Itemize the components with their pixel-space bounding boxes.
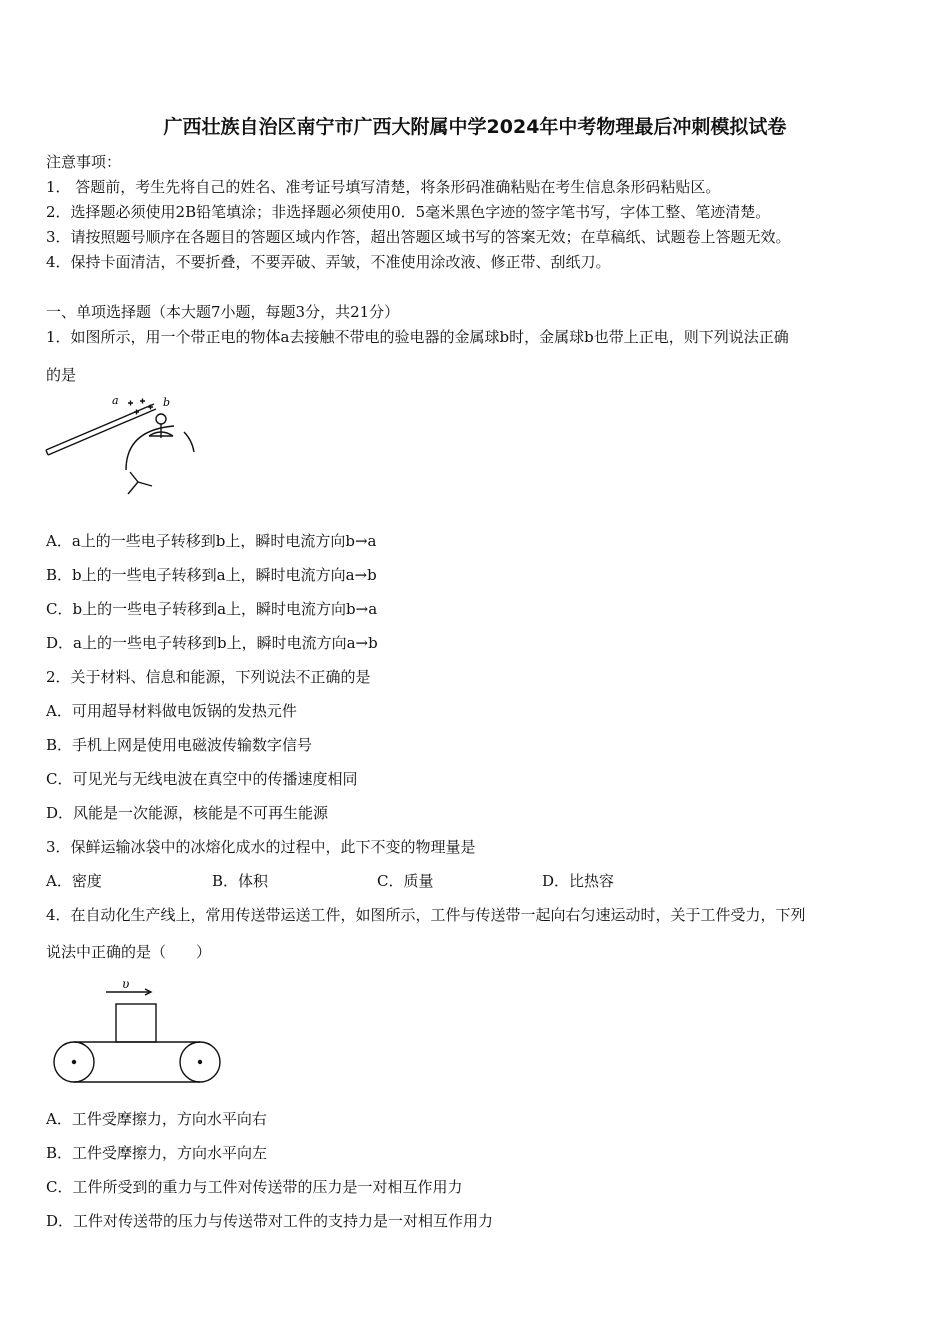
q1-stem-line2: 的是 bbox=[46, 366, 77, 384]
q4-option-a: A．工件受摩擦力，方向水平向右 bbox=[46, 1110, 267, 1128]
section-heading: 一、单项选择题（本大题7小题，每题3分，共21分） bbox=[46, 303, 400, 321]
q4-option-b: B．工件受摩擦力，方向水平向左 bbox=[46, 1144, 268, 1162]
q4-label-v: υ bbox=[122, 977, 130, 991]
q4-option-c: C．工件所受到的重力与工件对传送带的压力是一对相互作用力 bbox=[46, 1178, 463, 1196]
q3-stem: 3．保鲜运输冰袋中的冰熔化成水的过程中，此下不变的物理量是 bbox=[46, 838, 476, 856]
q3-options-row bbox=[46, 870, 746, 890]
q1-option-c: C．b上的一些电子转移到a上，瞬时电流方向b→a bbox=[46, 600, 378, 618]
notice-item: 1． 答题前，考生先将自己的姓名、准考证号填写清楚，将条形码准确粘贴在考生信息条形码粘贴区。 bbox=[46, 178, 721, 196]
notice-heading: 注意事项： bbox=[46, 153, 122, 171]
q1-option-a: A．a上的一些电子转移到b上，瞬时电流方向b→a bbox=[46, 532, 377, 550]
notice-item: 4．保持卡面清洁，不要折叠，不要弄破、弄皱，不准使用涂改液、修正带、刮纸刀。 bbox=[46, 253, 611, 271]
q2-stem: 2．关于材料、信息和能源，下列说法不正确的是 bbox=[46, 668, 371, 686]
q1-label-a: a bbox=[112, 394, 119, 407]
q2-option-b: B．手机上网是使用电磁波传输数字信号 bbox=[46, 736, 313, 754]
notice-item: 3．请按照题号顺序在各题目的答题区域内作答，超出答题区域书写的答案无效；在草稿纸、试题卷上答题无效。 bbox=[46, 228, 791, 246]
q1-stem-line1: 1．如图所示，用一个带正电的物体a去接触不带电的验电器的金属球b时，金属球b也带上正电，则下列说法正确 bbox=[46, 328, 789, 346]
q4-stem-line1: 4．在自动化生产线上，常用传送带运送工件，如图所示，工件与传送带一起向右匀速运动时，关于工件受力，下列 bbox=[46, 906, 806, 924]
q1-option-d: D．a上的一些电子转移到b上，瞬时电流方向a→b bbox=[46, 634, 378, 652]
q3-option-b: B．体积 bbox=[212, 872, 269, 890]
q2-option-a: A．可用超导材料做电饭锅的发热元件 bbox=[46, 702, 297, 720]
q2-option-c: C．可见光与无线电波在真空中的传播速度相同 bbox=[46, 770, 358, 788]
q1-option-b: B．b上的一些电子转移到a上，瞬时电流方向a→b bbox=[46, 566, 377, 584]
notice-item: 2．选择题必须使用2B铅笔填涂；非选择题必须使用0．5毫米黑色字迹的签字笔书写，字体工整、笔迹清楚。 bbox=[46, 203, 771, 221]
q4-stem-line2: 说法中正确的是（ ） bbox=[46, 943, 212, 961]
q3-option-c: C．质量 bbox=[377, 872, 434, 890]
q3-option-d: D．比热容 bbox=[542, 872, 615, 890]
q3-option-a: A．密度 bbox=[46, 872, 102, 890]
q4-option-d: D．工件对传送带的压力与传送带对工件的支持力是一对相互作用力 bbox=[46, 1212, 494, 1230]
q1-label-b: b bbox=[163, 396, 171, 409]
q1-electroscope-figure bbox=[44, 392, 204, 504]
q2-option-d: D．风能是一次能源，核能是不可再生能源 bbox=[46, 804, 329, 822]
q4-conveyor-figure bbox=[50, 974, 228, 1088]
exam-title: 广西壮族自治区南宁市广西大附属中学2024年中考物理最后冲刺模拟试卷 bbox=[163, 116, 787, 138]
